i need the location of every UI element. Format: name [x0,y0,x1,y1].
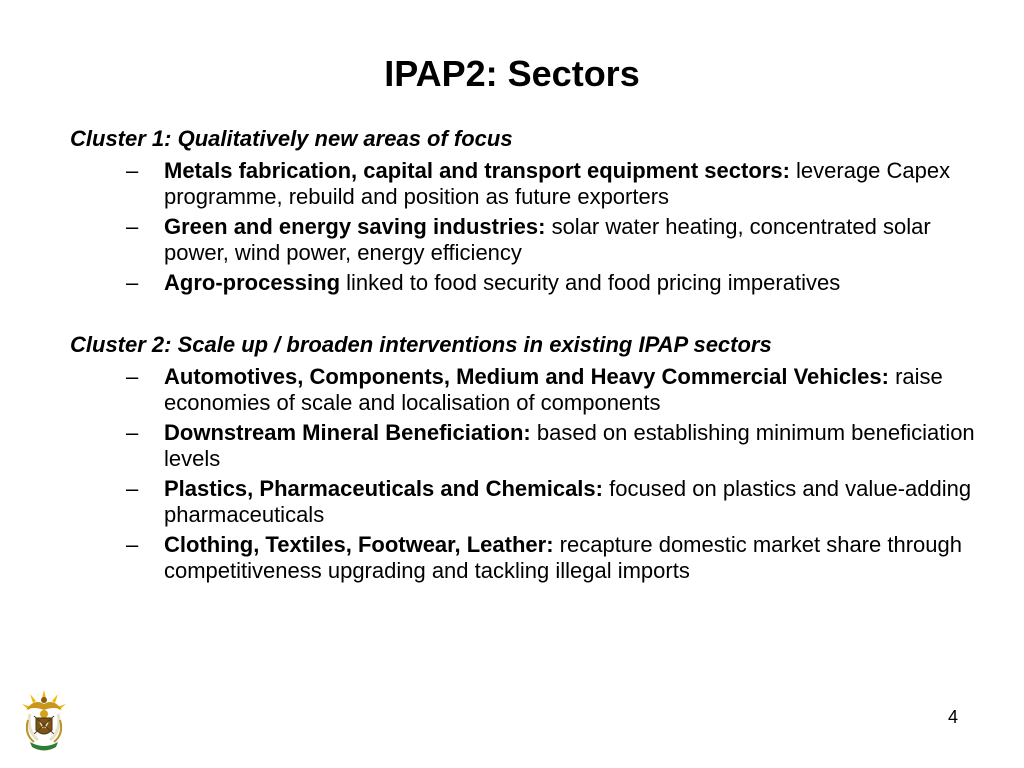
coat-of-arms-icon [16,684,72,754]
cluster-1-heading: Cluster 1: Qualitatively new areas of focus [70,126,513,151]
list-item [70,270,980,296]
item-bold-label: Agro-processing [164,270,341,295]
cluster-1-list [70,158,980,296]
item-description: leverage Capex programme, rebuild and position as future exporters [164,158,951,209]
bullet-dash: – [126,214,139,239]
bullet-dash: – [126,476,139,501]
item-bold-label: Plastics, Pharmaceuticals and Chemicals: [164,476,603,501]
list-item [70,364,980,416]
slide-title: IPAP2: Sectors [384,53,640,94]
list-item [70,420,980,472]
item-description: raise economies of scale and localisation of components [164,364,943,415]
bullet-dash: – [126,158,139,183]
item-bold-label: Clothing, Textiles, Footwear, Leather: [164,532,554,557]
item-description: based on establishing minimum beneficiation levels [164,420,975,471]
page-number: 4 [948,707,959,727]
item-description: solar water heating, concentrated solar power, wind power, energy efficiency [164,214,931,265]
cluster-2-list [70,364,980,584]
list-item [70,476,980,528]
item-bold-label: Metals fabrication, capital and transport equipment sectors: [164,158,790,183]
cluster-2-heading: Cluster 2: Scale up / broaden interventions in existing IPAP sectors [70,332,772,357]
bullet-dash: – [126,532,139,557]
item-bold-label: Green and energy saving industries: [164,214,546,239]
bullet-dash: – [126,364,139,389]
bullet-dash: – [126,270,139,295]
item-description: linked to food security and food pricing imperatives [340,270,841,295]
bullet-dash: – [126,420,139,445]
item-description: focused on plastics and value-adding pharmaceuticals [164,476,972,527]
list-item [70,214,980,266]
list-item [70,158,980,210]
slide-body [70,124,980,584]
item-bold-label: Downstream Mineral Beneficiation: [164,420,531,445]
item-description: recapture domestic market share through competitiveness upgrading and tackling illegal imports [164,532,962,583]
item-bold-label: Automotives, Components, Medium and Heavy Commercial Vehicles: [164,364,889,389]
list-item [70,532,980,584]
